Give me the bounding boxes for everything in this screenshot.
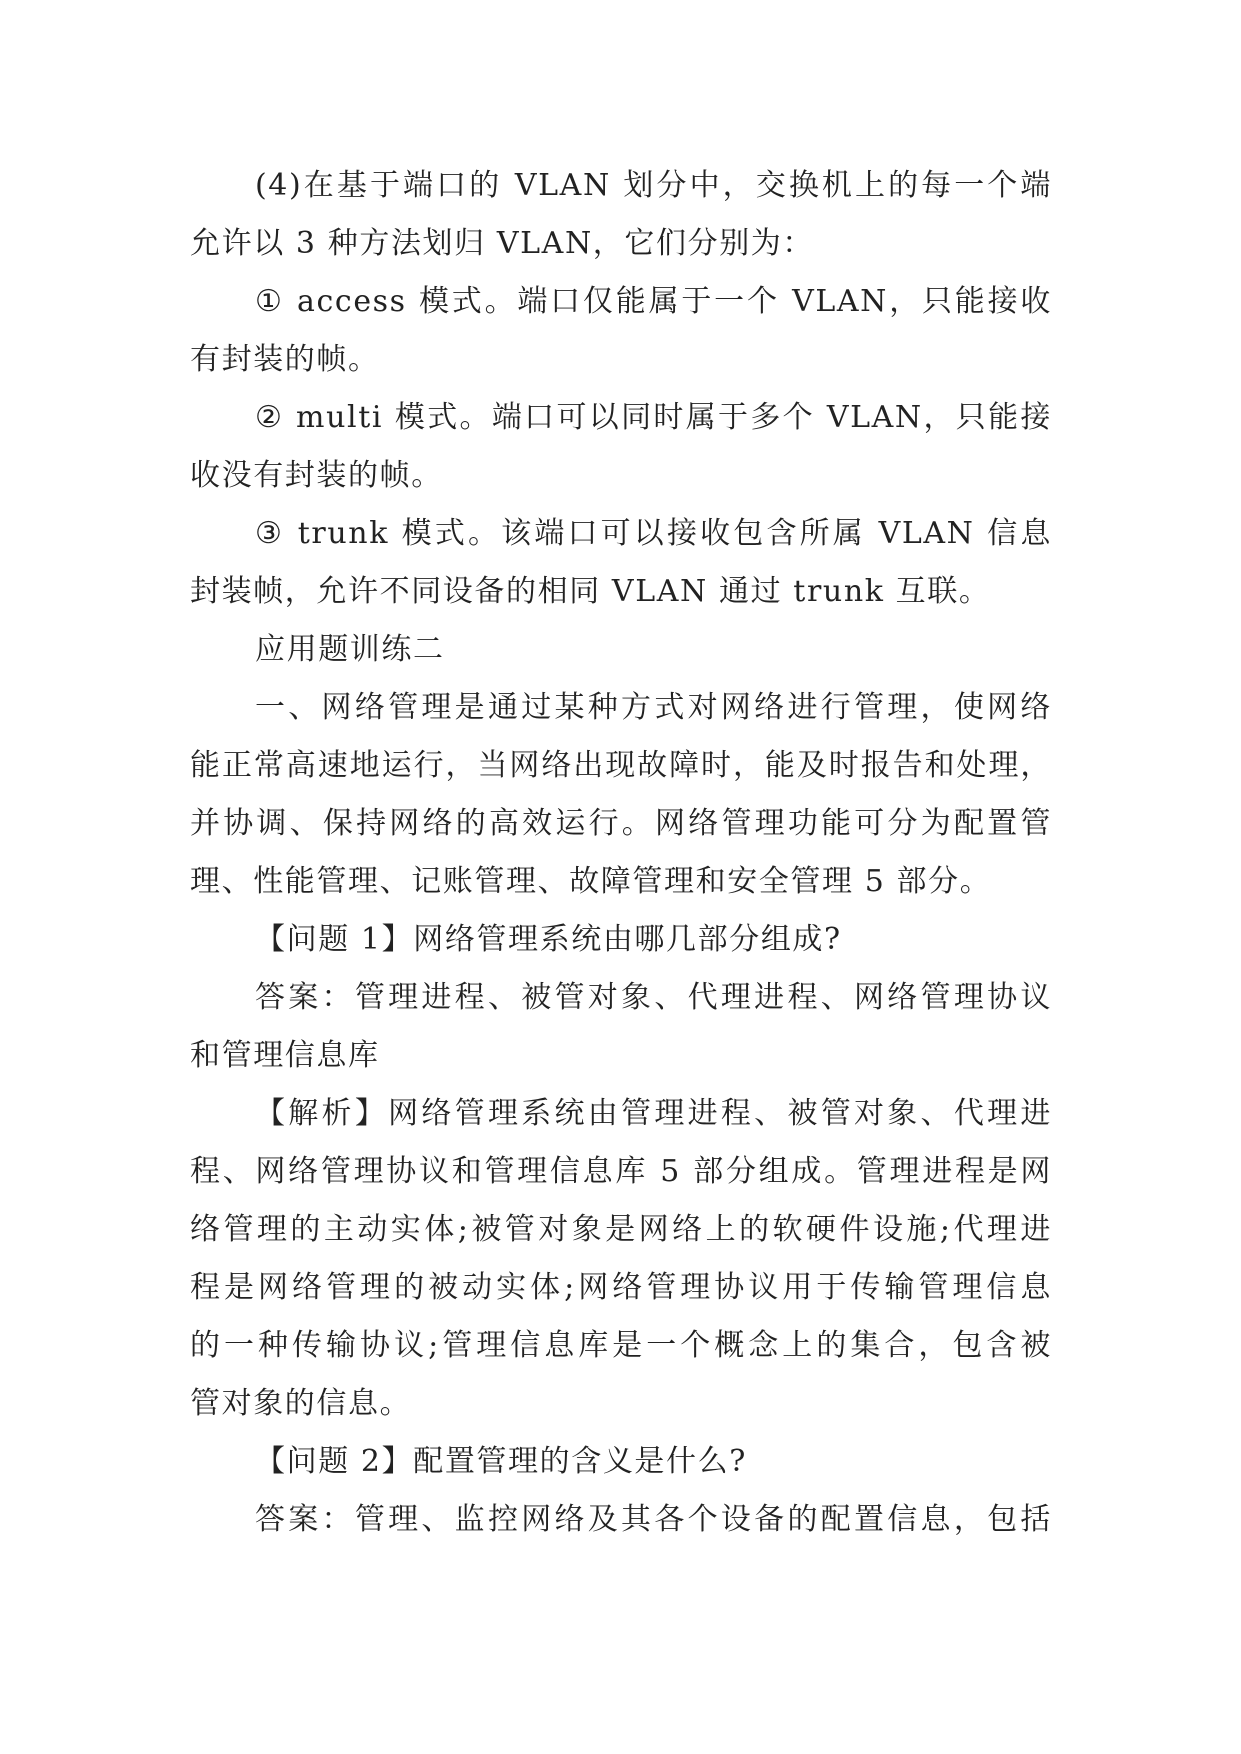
answer-1-line-2: 和管理信息库	[190, 1038, 380, 1073]
paragraph-4-line-2: 允许以 3 种方法划归 VLAN，它们分别为：	[190, 226, 814, 261]
analysis-line-6: 管对象的信息。	[190, 1386, 412, 1421]
question-1: 【问题 1】网络管理系统由哪几部分组成?	[255, 922, 842, 957]
item-3-line-2: 封装帧，允许不同设备的相同 VLAN 通过 trunk 互联。	[190, 574, 991, 609]
analysis-line-2: 程、网络管理协议和管理信息库 5 部分组成。管理进程是网	[190, 1154, 1052, 1189]
question-2: 【问题 2】配置管理的含义是什么?	[255, 1444, 747, 1479]
intro-line-3: 并协调、保持网络的高效运行。网络管理功能可分为配置管	[190, 806, 1052, 841]
analysis-line-5: 的一种传输协议;管理信息库是一个概念上的集合，包含被	[190, 1328, 1052, 1363]
analysis-line-4: 程是网络管理的被动实体;网络管理协议用于传输管理信息	[190, 1270, 1052, 1305]
item-1-line-1: ① access 模式。端口仅能属于一个 VLAN，只能接收	[255, 284, 1052, 319]
intro-line-2: 能正常高速地运行，当网络出现故障时，能及时报告和处理，	[190, 748, 1052, 783]
answer-2-line-1: 答案：管理、监控网络及其各个设备的配置信息，包括	[255, 1502, 1052, 1537]
item-1-line-2: 有封装的帧。	[190, 342, 380, 377]
item-2-line-1: ② multi 模式。端口可以同时属于多个 VLAN，只能接	[255, 400, 1052, 435]
item-3-line-1: ③ trunk 模式。该端口可以接收包含所属 VLAN 信息	[255, 516, 1052, 551]
intro-line-1: 一、网络管理是通过某种方式对网络进行管理，使网络	[255, 690, 1052, 725]
section-heading: 应用题训练二	[255, 632, 445, 667]
analysis-line-1: 【解析】网络管理系统由管理进程、被管对象、代理进	[255, 1096, 1052, 1131]
item-2-line-2: 收没有封装的帧。	[190, 458, 443, 493]
paragraph-4-line-1: (4)在基于端口的 VLAN 划分中，交换机上的每一个端	[255, 168, 1052, 203]
analysis-line-3: 络管理的主动实体;被管对象是网络上的软硬件设施;代理进	[190, 1212, 1052, 1247]
answer-1-line-1: 答案：管理进程、被管对象、代理进程、网络管理协议	[255, 980, 1052, 1015]
intro-line-4: 理、性能管理、记账管理、故障管理和安全管理 5 部分。	[190, 864, 992, 899]
